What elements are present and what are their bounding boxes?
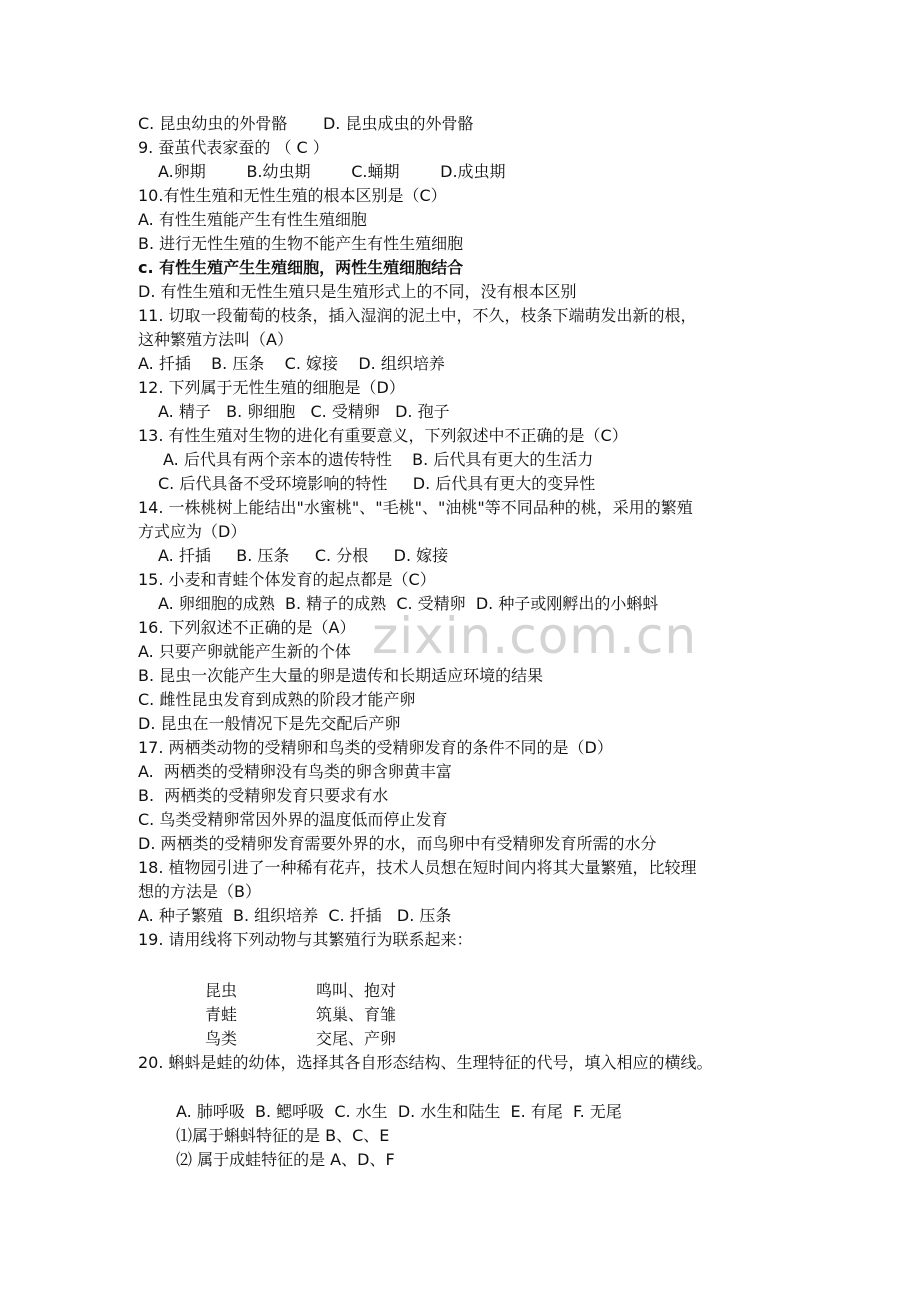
q8-options-cd: C. 昆虫幼虫的外骨骼 D. 昆虫成虫的外骨骼 [138, 114, 474, 133]
q20-options: A. 肺呼吸 B. 鳃呼吸 C. 水生 D. 水生和陆生 E. 有尾 F. 无尾 [176, 1102, 622, 1121]
q19-behavior-2: 筑巢、育雏 [316, 1005, 397, 1024]
q11-question-cont: 这种繁殖方法叫（A） [138, 330, 293, 349]
q19-behavior-3: 交尾、产卵 [316, 1029, 397, 1048]
q19-behavior-1: 鸣叫、抱对 [316, 981, 397, 1000]
q18-options: A. 种子繁殖 B. 组织培养 C. 扦插 D. 压条 [138, 906, 452, 925]
q10-option-d: D. 有性生殖和无性生殖只是生殖形式上的不同，没有根本区别 [138, 282, 577, 301]
q19-animal-bird: 鸟类 [205, 1029, 238, 1048]
q16-question: 16. 下列叙述不正确的是（A） [138, 618, 356, 637]
q10-question: 10.有性生殖和无性生殖的根本区别是（C） [138, 186, 447, 205]
q9-question: 9. 蚕茧代表家蚕的 （ C ） [138, 138, 329, 157]
q19-animal-frog: 青蛙 [205, 1005, 238, 1024]
q13-options-ab: A. 后代具有两个亲本的遗传特性 B. 后代具有更大的生活力 [163, 450, 594, 469]
q15-question: 15. 小麦和青蛙个体发育的起点都是（C） [138, 570, 436, 589]
q16-option-b: B. 昆虫一次能产生大量的卵是遗传和长期适应环境的结果 [138, 666, 544, 685]
q15-options: A. 卵细胞的成熟 B. 精子的成熟 C. 受精卵 D. 种子或刚孵出的小蝌蚪 [158, 594, 659, 613]
q10-option-a: A. 有性生殖能产生有性生殖细胞 [138, 210, 367, 229]
q14-options: A. 扦插 B. 压条 C. 分根 D. 嫁接 [158, 546, 449, 565]
q10-option-c: c. 有性生殖产生生殖细胞，两性生殖细胞结合 [138, 258, 464, 277]
q10-option-b: B. 进行无性生殖的生物不能产生有性生殖细胞 [138, 234, 464, 253]
q18-question: 18. 植物园引进了一种稀有花卉，技术人员想在短时间内将其大量繁殖，比较理 [138, 858, 697, 877]
q16-option-c: C. 雌性昆虫发育到成熟的阶段才能产卵 [138, 690, 416, 709]
q12-options: A. 精子 B. 卵细胞 C. 受精卵 D. 孢子 [158, 402, 450, 421]
q17-option-c: C. 鸟类受精卵常因外界的温度低而停止发育 [138, 810, 448, 829]
q17-question: 17. 两栖类动物的受精卵和鸟类的受精卵发育的条件不同的是（D） [138, 738, 613, 757]
q18-question-cont: 想的方法是（B） [138, 882, 261, 901]
q11-options: A. 扦插 B. 压条 C. 嫁接 D. 组织培养 [138, 354, 445, 373]
q17-option-a: A. 两栖类的受精卵没有鸟类的卵含卵黄丰富 [138, 762, 452, 781]
q20-answer-1: ⑴属于蝌蚪特征的是 B、C、E [176, 1126, 390, 1145]
q20-answer-2: ⑵ 属于成蛙特征的是 A、D、F [176, 1150, 395, 1169]
q17-option-d: D. 两栖类的受精卵发育需要外界的水，而鸟卵中有受精卵发育所需的水分 [138, 834, 657, 853]
q20-question: 20. 蝌蚪是蛙的幼体，选择其各自形态结构、生理特征的代号，填入相应的横线。 [138, 1053, 713, 1072]
q19-animal-insect: 昆虫 [205, 981, 238, 1000]
q14-question-cont: 方式应为（D） [138, 522, 247, 541]
q16-option-a: A. 只要产卵就能产生新的个体 [138, 642, 351, 661]
q9-options: A.卵期 B.幼虫期 C.蛹期 D.成虫期 [158, 162, 506, 181]
q12-question: 12. 下列属于无性生殖的细胞是（D） [138, 378, 405, 397]
q16-option-d: D. 昆虫在一般情况下是先交配后产卵 [138, 714, 401, 733]
q14-question: 14. 一株桃树上能结出"水蜜桃"、"毛桃"、"油桃"等不同品种的桃，采用的繁殖 [138, 498, 693, 517]
q17-option-b: B. 两栖类的受精卵发育只要求有水 [138, 786, 389, 805]
q13-question: 13. 有性生殖对生物的进化有重要意义，下列叙述中不正确的是（C） [138, 426, 628, 445]
q19-question: 19. 请用线将下列动物与其繁殖行为联系起来： [138, 930, 473, 949]
q13-options-cd: C. 后代具备不受环境影响的特性 D. 后代具有更大的变异性 [158, 474, 596, 493]
watermark: zixin.com.cn [372, 607, 698, 665]
q11-question: 11. 切取一段葡萄的枝条，插入湿润的泥土中，不久，枝条下端萌发出新的根， [138, 306, 697, 325]
